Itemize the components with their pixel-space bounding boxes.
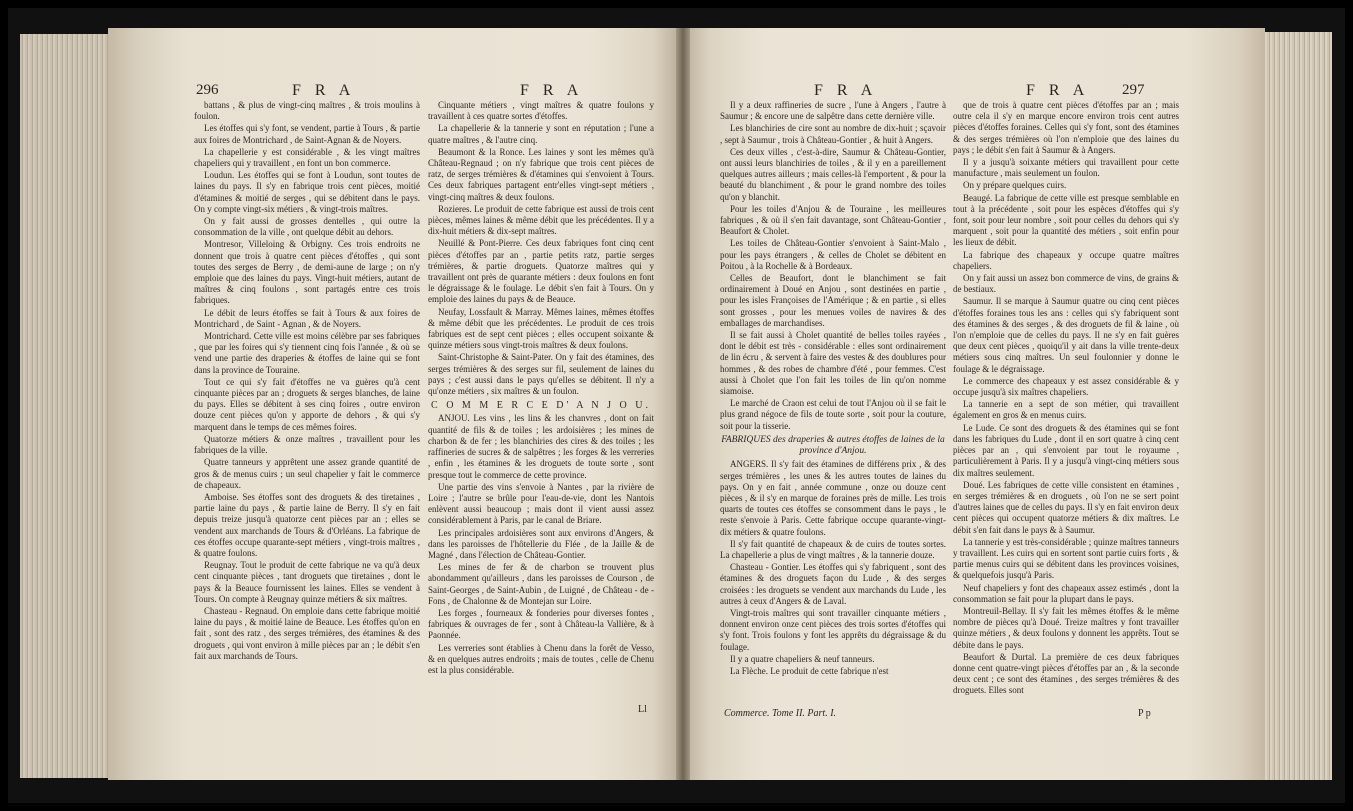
paragraph: Saint-Christophe & Saint-Pater. On y fait des étamines, des serges trémières & des serges sur fil, seulement de laines du pays ; c'est aussi dans le pays qu'elles se débitent. Il n'y a qu'onze métiers , six maîtres & un foulon. [428,352,654,397]
section-heading: FABRIQUES des draperies & autres étoffes de laines de la province d'Anjou. [721,434,945,457]
right-page-column-2 [953,100,1179,706]
paragraph: Vingt-trois maîtres qui sont travailler cinquante métiers , donnent environ onze cent pièces des trois sortes d'étoffes qui s'y font. Trois foulons y font les apprêts du dégraissage & du foulage. [720,607,946,652]
paragraph: Quatorze métiers & onze maîtres , travaillent pour les fabriques de la ville. [194,433,420,456]
paragraph: Chasteau - Gontier. Les étoffes qui s'y fabriquent , sont des étamines & des droguets façon du Lude , & des serges croisées : les droguets se vendent aux marchands du Lude , les autres à ceux d'Angers & de Laval. [720,562,946,606]
paragraph: Les blanchiries de cire sont au nombre de dix-huit ; sçavoir , sept à Saumur , trois à Château-Gontier , & huit à Angers. [720,123,946,145]
paragraph: Tout ce qui s'y fait d'étoffes ne va guères qu'à cent cinquante pièces par an ; droguets & serges blanches, de laine du pays. Elles se débitent à ses cinq foires , outre environ douze cent pièces qu'on y apporte de dehors , & qui s'y marquent dans le temps de ces mêmes foires. [194,376,420,432]
paragraph: Pour les toiles d'Anjou & de Touraine , les meilleures fabriques , & où il s'en fait davantage, sont Château-Gontier , Beaufort & Cholet. [720,203,946,237]
right-footer-note: Commerce. Tome II. Part. I. [724,708,837,719]
paragraph: Il se fait aussi à Cholet quantité de belles toiles rayées , dont le débit est très - considérable : elles sont ordinairement de lin écru , & servent à faire des vestes & des doublures pour hommes , & des robes de chambre d'été , pour femmes. C'est aussi à Cholet que l'on fait les toiles de lin qu'on nomme siamoise. [720,330,946,397]
paragraph: Neuillé & Pont-Pierre. Ces deux fabriques font cinq cent pièces d'étoffes par an , partie petits ratz, partie serges trémières, & partie droguets. Quatorze maîtres qui y travaillent ont près de quarante métiers : deux foulons en font le dégraissage & le foulage. Le débit s'en fait à Tours. On y emploie des laines du pays & de Beauce. [428,238,654,305]
right-page-column-1 [720,100,946,714]
paragraph: Il y a deux raffineries de sucre , l'une à Angers , l'autre à Saumur ; & encore une de salpêtre dans cette dernière ville. [720,100,946,122]
paragraph: Cinquante métiers , vingt maîtres & quatre foulons y travaillent à ces quatre sortes d'étoffes. [428,100,654,122]
paragraph: Beaufort & Durtal. La première de ces deux fabriques donne cent quatre-vingt pièces d'étoffes par an , & la seconde deux cent ; ce sont des étamines , des serges trémières & des droguets. Elles sont [953,651,1179,696]
paragraph: Montresor, Villeloing & Orbigny. Ces trois endroits ne donnent que trois à quatre cent pièces d'étoffes , qui sont toutes des serges de Berry , de demi-aune de large ; on n'y emploie que des laines du pays. Vingt-huit métiers, autant de maîtres & cinq foulons , sont partagés entre ces trois fabriques. [194,239,420,306]
paragraph: Amboise. Ses étoffes sont des droguets & des tiretaines , partie laine du pays , & partie laine de Berry. Il s'y en fait depuis treize jusqu'à quatorze cent pièces par an ; elles se vendent aux marchands de Tours & d'Orléans. La fabrique de ces étoffes occupe quarante-sept métiers , vingt-trois maîtres , & quatre foulons. [194,491,420,558]
paragraph: La chapellerie & la tannerie y sont en réputation ; l'une a quatre maîtres , & l'autre cinq. [428,123,654,145]
section-heading: C O M M E R C E D' A N J O U. [431,400,651,412]
paragraph: La chapellerie y est considérable , & les vingt maîtres chapeliers qui y travaillent , en font un bon commerce. [194,146,420,169]
paragraph: ANJOU. Les vins , les lins & les chanvres , dont on fait quantité de fils & de toiles ; les ardoisières ; les mines de charbon & de fer ; les blanchiries des cires & des toiles ; les raffineries de sucres & de salpêtres ; les forges & les verreries , enfin , les étamines & les droguets de toute sorte , sont presque tout le commerce de cette province. [428,413,654,480]
paragraph: Beaugé. La fabrique de cette ville est presque semblable en tout à la précédente , soit pour les espèces d'étoffes qui s'y font, soit pour leur nombre , soit pour celles du dehors qui s'y marquent , soit pour la quantité des métiers , soit enfin pour les lieux de débit. [953,192,1179,248]
paragraph: Le marché de Craon est celui de tout l'Anjou où il se fait le plus grand négoce de fils de toute sorte , soit pour la couture, soit pour la tisserie. [720,398,946,431]
paragraph: Beaumont & la Ronce. Les laines y sont les mêmes qu'à Château-Regnaud ; on n'y fabrique que trois cent pièces de ratz, de serges trémières & d'étamines qui s'envoient à Tours. Ces deux fabriques partagent entr'elles vingt-sept métiers , vingt-cinq maîtres & deux foulons. [428,146,654,202]
paragraph: Quatre tanneurs y apprêtent une assez grande quantité de gros & de menus cuirs ; un seul chapelier y fait le commerce de chapeaux. [194,457,420,490]
left-page-column-2 [428,100,654,708]
paragraph: Neuf chapeliers y font des chapeaux assez estimés , dont la consommation se fait pour la plupart dans le pays. [953,582,1179,604]
paragraph: Loudun. Les étoffes qui se font à Loudun, sont toutes de laines du pays. Il s'y en fabrique trois cent pièces, moitié d'étamines & moitié de serges , qui se débitent dans le pays. On y compte vingt-six métiers , & vingt-trois maîtres. [194,170,420,214]
paragraph: On y fait aussi un assez bon commerce de vins, de grains & de bestiaux. [953,273,1179,295]
paragraph: Il y a jusqu'à soixante métiers qui travaillent pour cette manufacture , mais seulement un foulon. [953,157,1179,179]
left-page-column-1 [194,100,420,716]
paragraph: La tannerie en a sept de son métier, qui travaillent également en gros & en menus cuirs. [953,399,1179,421]
paragraph: Le Lude. Ce sont des droguets & des étamines qui se font dans les fabriques du Lude , dont il en sort quatre à cinq cent pièces par an , qui s'envoient par tout le royaume , particulièrement à Paris. Il y a jusqu'à vingt-cinq métiers sous dix maîtres seulement. [953,422,1179,478]
left-signature-mark: Ll [638,704,647,715]
paragraph: Les étoffes qui s'y font, se vendent, partie à Tours , & partie aux foires de Montrichard , de Saint-Agnan & de Noyers. [194,123,420,145]
book-gutter [676,28,690,780]
paragraph: Le débit de leurs étoffes se fait à Tours & aux foires de Montrichard , de Saint - Agnan , & de Noyers. [194,307,420,329]
paragraph: Les verreries sont établies à Chenu dans la forêt de Vesso, & en quelques autres endroits ; mais de toutes , celle de Chenu est la plus considérable. [428,642,654,675]
paragraph: Chasteau - Regnaud. On emploie dans cette fabrique moitié laine du pays , & moitié laine de Beauce. Les étoffes qu'on en fait , sont des ratz , des serges trémières, des étamines & des droguets , qui vont environ à mille pièces par an ; le débit s'en fait aux marchands de Tours. [194,605,420,661]
paragraph: La fabrique des chapeaux y occupe quatre maîtres chapeliers. [953,249,1179,271]
paragraph: Les principales ardoisières sont aux environs d'Angers, & dans les paroisses de l'hôtellerie du Flée , de la Jaille & de Magné , dans l'élection de Château-Gontier. [428,527,654,560]
paragraph: Il y a quatre chapeliers & neuf tanneurs. [730,653,875,664]
left-running-head-2: F R A [520,82,584,99]
paragraph: Neufay, Lossfault & Marray. Mêmes laines, mêmes étoffes & même débit que les précédentes. Le produit de ces trois fabriques est de sept cent pièces ; elles occupent soixante & quinze métiers sous vingt-trois maîtres & deux foulons. [428,306,654,351]
paragraph: Une partie des vins s'envoie à Nantes , par la rivière de Loire ; l'autre se brûle pour l'eau-de-vie, dont les Nantois enlèvent aussi beaucoup ; mais dont il vient aussi assez considérablement à Paris, par le canal de Briare. [428,481,654,526]
right-running-head-1: F R A [814,82,878,99]
paragraph: Montrichard. Cette ville est moins célèbre par ses fabriques , que par les foires qui s'y tiennent cinq fois l'année , & où se vend une partie des draperies & étoffes de laine qui se font dans la province de Touraine. [194,331,420,375]
paragraph: La tannerie y est très-considérable ; quinze maîtres tanneurs y travaillent. Les cuirs qui en sortent sont partie cuirs forts , & partie menus cuirs qui se débitent dans les provinces voisines, & quelquefois jusqu'à Paris. [953,536,1179,581]
left-page-edges [20,34,110,778]
paragraph: Ces deux villes , c'est-à-dire, Saumur & Château-Gontier, ont aussi leurs blanchiries de toiles , & il y en a pareillement quelques autres ailleurs ; mais celles-là l'emportent , & pour la beauté du blanchiment , & pour le grand nombre des toiles qu'on y blanchit. [720,146,946,202]
right-page-number: 297 [1122,82,1145,98]
paragraph: La Flèche. Le produit de cette fabrique n'est [730,665,889,676]
paragraph: battans , & plus de vingt-cinq maîtres , & trois moulins à foulon. [194,100,420,122]
paragraph: Rozieres. Le produit de cette fabrique est aussi de trois cent pièces, mêmes laines & même débit que les précédentes. Il y a dix-huit métiers & dix-sept maîtres. [428,203,654,237]
left-page-number: 296 [196,82,219,98]
paragraph: On y prépare quelques cuirs. [963,180,1067,191]
paragraph: ANGERS. Il s'y fait des étamines de différens prix , & des serges trémières , les unes & les autres toutes de laines du pays. On y en fait , année commune , onze ou douze cent pièces , & il s'y en marque de foraines près de mille. Les trois quarts de toutes ces étoffes se consomment dans le pays , le reste s'envoie à Paris. Cette fabrique occupe quarante-vingt-dix métiers & quatre foulons. [720,459,946,537]
paragraph: On y fait aussi de grosses dentelles , qui outre la consommation de la ville , ont quelque débit au dehors. [194,216,420,238]
paragraph: Celles de Beaufort, dont le blanchiment se fait ordinairement à Doué en Anjou , sont destinées en partie , pour les isles Françoises de l'Amérique ; & en partie , si elles sont grosses , pour les menues voiles de navires & des emballages de marchandises. [720,273,946,328]
paragraph: Le commerce des chapeaux y est assez considérable & y occupe jusqu'à six maîtres chapeliers. [953,375,1179,398]
paragraph: Les forges , fourneaux & fonderies pour diverses fontes , fabriques & ouvrages de fer , sont à Château-la Vallière, & à Paonnée. [428,607,654,641]
paragraph: Reugnay. Tout le produit de cette fabrique ne va qu'à deux cent cinquante pièces , tant droguets que tiretaines , dont le pays & la Beauce fournissent les laines. Elles se vendent à Tours. On compte à Reugnay quinze métiers & six maîtres. [194,560,420,604]
paragraph: que de trois à quatre cent pièces d'étoffes par an ; mais outre cela il s'y en marque encore environ trois cent autres pièces d'étoffes foraines. Celles qui s'y font, sont des étamines & des serges trémières où l'on n'emploie que des laines du pays ; le débit s'en fait à Saumur & à Angers. [953,100,1179,155]
right-signature-mark: P p [1138,708,1151,719]
paragraph: Il s'y fait quantité de chapeaux & de cuirs de toutes sortes. La chapellerie a plus de vingt maîtres , & la tannerie douze. [720,538,946,560]
right-running-head-2: F R A [1026,82,1090,99]
paragraph: Les mines de fer & de charbon se trouvent plus abondamment qu'ailleurs , dans les paroisses de Courson , de Saint-Georges , de Saint-Aubin , de Luigné , de Château - de - Fons , de Chalonne & de Montejan sur Loire. [428,562,654,606]
right-page-edges [1262,32,1332,780]
paragraph: Les toiles de Château-Gontier s'envoient à Saint-Malo , pour les pays étrangers , & celles de Cholet se débitent en Poitou , à la Rochelle & à Bordeaux. [720,238,946,271]
book-spread [8,8,1345,803]
paragraph: Montreuil-Bellay. Il s'y fait les mêmes étoffes & le même nombre de pièces qu'à Doué. Treize maîtres y font travailler quinze métiers , & deux foulons y donnent les apprêts. Tout se débite dans le pays. [953,605,1179,650]
paragraph: Saumur. Il se marque à Saumur quatre ou cinq cent pièces d'étoffes foraines tous les ans : celles qui s'y fabriquent sont des étamines & des serges , & des droguets de fil & laine , où l'on n'emploie que de celles du pays. Il ne s'y en fait guères que deux cent pièces , quoiqu'il y ait dans la ville trente-deux métiers sous cinq maîtres. Un seul foulonnier y donne le foulage & le dégraissage. [953,296,1179,374]
paragraph: Doué. Les fabriques de cette ville consistent en étamines , en serges trémières & en droguets , où l'on ne se sert point d'autres laines que de celles du pays. Il s'y en fait environ deux cent pièces qui occupent quatorze métiers & dix maîtres. Le débit s'en fait dans le pays & à Saumur. [953,479,1179,535]
left-running-head-1: F R A [292,82,356,99]
